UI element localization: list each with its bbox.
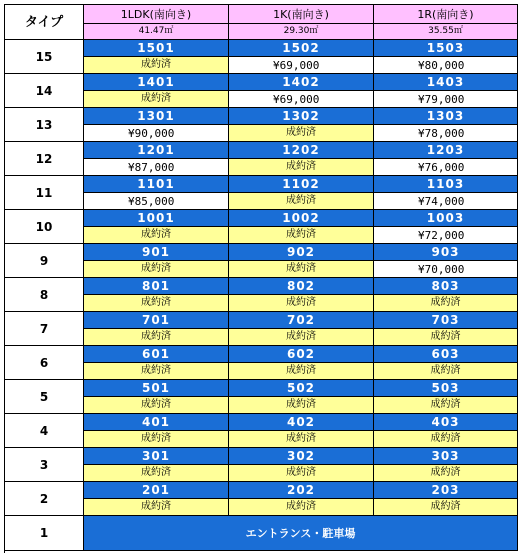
floor-label: 2 xyxy=(5,482,84,516)
sold-out-status: 成約済 xyxy=(84,227,229,244)
room-number[interactable]: 803 xyxy=(374,278,518,295)
unit-area-label: 29.30㎡ xyxy=(229,24,374,40)
floor-label: 12 xyxy=(5,142,84,176)
room-number[interactable]: 1302 xyxy=(229,108,374,125)
rent-price[interactable]: ¥74,000 xyxy=(374,193,518,210)
room-number[interactable]: 1102 xyxy=(229,176,374,193)
sold-out-status: 成約済 xyxy=(84,91,229,108)
sold-out-status: 成約済 xyxy=(84,431,229,448)
room-number[interactable]: 403 xyxy=(374,414,518,431)
room-number[interactable]: 202 xyxy=(229,482,374,499)
floor-label: 13 xyxy=(5,108,84,142)
room-number[interactable]: 1001 xyxy=(84,210,229,227)
sold-out-status: 成約済 xyxy=(374,397,518,414)
room-number[interactable]: 501 xyxy=(84,380,229,397)
sold-out-status: 成約済 xyxy=(374,329,518,346)
room-number[interactable]: 401 xyxy=(84,414,229,431)
rent-price[interactable]: ¥69,000 xyxy=(229,57,374,74)
sold-out-status: 成約済 xyxy=(84,499,229,516)
sold-out-status: 成約済 xyxy=(84,57,229,74)
room-number[interactable]: 1103 xyxy=(374,176,518,193)
room-number[interactable]: 701 xyxy=(84,312,229,329)
floor-label: 5 xyxy=(5,380,84,414)
room-number[interactable]: 1203 xyxy=(374,142,518,159)
sold-out-status: 成約済 xyxy=(374,295,518,312)
sold-out-status: 成約済 xyxy=(374,363,518,380)
floor-label: 1 xyxy=(5,516,84,551)
rent-price[interactable]: ¥85,000 xyxy=(84,193,229,210)
entrance-parking-area: エントランス・駐車場 xyxy=(84,516,518,551)
room-number[interactable]: 503 xyxy=(374,380,518,397)
room-number[interactable]: 203 xyxy=(374,482,518,499)
room-number[interactable]: 1201 xyxy=(84,142,229,159)
room-number[interactable]: 1003 xyxy=(374,210,518,227)
room-number[interactable]: 1503 xyxy=(374,40,518,57)
room-number[interactable]: 1403 xyxy=(374,74,518,91)
sold-out-status: 成約済 xyxy=(229,431,374,448)
sold-out-status: 成約済 xyxy=(84,295,229,312)
rent-price[interactable]: ¥78,000 xyxy=(374,125,518,142)
unit-type-label: 1K(南向き) xyxy=(229,5,374,24)
room-number[interactable]: 901 xyxy=(84,244,229,261)
sold-out-status: 成約済 xyxy=(229,329,374,346)
room-number[interactable]: 1303 xyxy=(374,108,518,125)
room-number[interactable]: 1402 xyxy=(229,74,374,91)
rent-price[interactable]: ¥72,000 xyxy=(374,227,518,244)
rent-price[interactable]: ¥90,000 xyxy=(84,125,229,142)
floor-label: 11 xyxy=(5,176,84,210)
room-number[interactable]: 801 xyxy=(84,278,229,295)
room-number[interactable]: 1502 xyxy=(229,40,374,57)
room-number[interactable]: 402 xyxy=(229,414,374,431)
sold-out-status: 成約済 xyxy=(229,261,374,278)
unit-area-label: 41.47㎡ xyxy=(84,24,229,40)
sold-out-status: 成約済 xyxy=(374,431,518,448)
rent-price[interactable]: ¥70,000 xyxy=(374,261,518,278)
room-number[interactable]: 602 xyxy=(229,346,374,363)
sold-out-status: 成約済 xyxy=(374,499,518,516)
unit-area-label: 35.55㎡ xyxy=(374,24,518,40)
sold-out-status: 成約済 xyxy=(84,261,229,278)
sold-out-status: 成約済 xyxy=(229,227,374,244)
sold-out-status: 成約済 xyxy=(229,125,374,142)
type-header: タイプ xyxy=(5,5,84,40)
floor-label: 6 xyxy=(5,346,84,380)
sold-out-status: 成約済 xyxy=(84,397,229,414)
sold-out-status: 成約済 xyxy=(84,329,229,346)
room-number[interactable]: 1401 xyxy=(84,74,229,91)
floor-label: 7 xyxy=(5,312,84,346)
floor-plan-table xyxy=(4,4,518,553)
unit-type-label: 1R(南向き) xyxy=(374,5,518,24)
sold-out-status: 成約済 xyxy=(229,363,374,380)
unit-type-label: 1LDK(南向き) xyxy=(84,5,229,24)
room-number[interactable]: 903 xyxy=(374,244,518,261)
sold-out-status: 成約済 xyxy=(229,465,374,482)
floor-label: 3 xyxy=(5,448,84,482)
floor-label: 8 xyxy=(5,278,84,312)
floor-label: 4 xyxy=(5,414,84,448)
room-number[interactable]: 301 xyxy=(84,448,229,465)
sold-out-status: 成約済 xyxy=(229,159,374,176)
room-number[interactable]: 502 xyxy=(229,380,374,397)
room-number[interactable]: 802 xyxy=(229,278,374,295)
room-number[interactable]: 601 xyxy=(84,346,229,363)
room-number[interactable]: 1501 xyxy=(84,40,229,57)
room-number[interactable]: 702 xyxy=(229,312,374,329)
room-number[interactable]: 1301 xyxy=(84,108,229,125)
rent-price[interactable]: ¥76,000 xyxy=(374,159,518,176)
room-number[interactable]: 703 xyxy=(374,312,518,329)
room-number[interactable]: 302 xyxy=(229,448,374,465)
room-number[interactable]: 902 xyxy=(229,244,374,261)
sold-out-status: 成約済 xyxy=(229,193,374,210)
sold-out-status: 成約済 xyxy=(374,465,518,482)
room-number[interactable]: 1101 xyxy=(84,176,229,193)
room-number[interactable]: 303 xyxy=(374,448,518,465)
floor-label: 14 xyxy=(5,74,84,108)
sold-out-status: 成約済 xyxy=(229,499,374,516)
rent-price[interactable]: ¥69,000 xyxy=(229,91,374,108)
room-number[interactable]: 1002 xyxy=(229,210,374,227)
room-number[interactable]: 201 xyxy=(84,482,229,499)
floor-label: 15 xyxy=(5,40,84,74)
sold-out-status: 成約済 xyxy=(229,295,374,312)
floor-label: 9 xyxy=(5,244,84,278)
room-number[interactable]: 603 xyxy=(374,346,518,363)
sold-out-status: 成約済 xyxy=(84,465,229,482)
floor-label: 10 xyxy=(5,210,84,244)
rent-price[interactable]: ¥79,000 xyxy=(374,91,518,108)
rent-price[interactable]: ¥87,000 xyxy=(84,159,229,176)
sold-out-status: 成約済 xyxy=(84,363,229,380)
room-number[interactable]: 1202 xyxy=(229,142,374,159)
sold-out-status: 成約済 xyxy=(229,397,374,414)
rent-price[interactable]: ¥80,000 xyxy=(374,57,518,74)
